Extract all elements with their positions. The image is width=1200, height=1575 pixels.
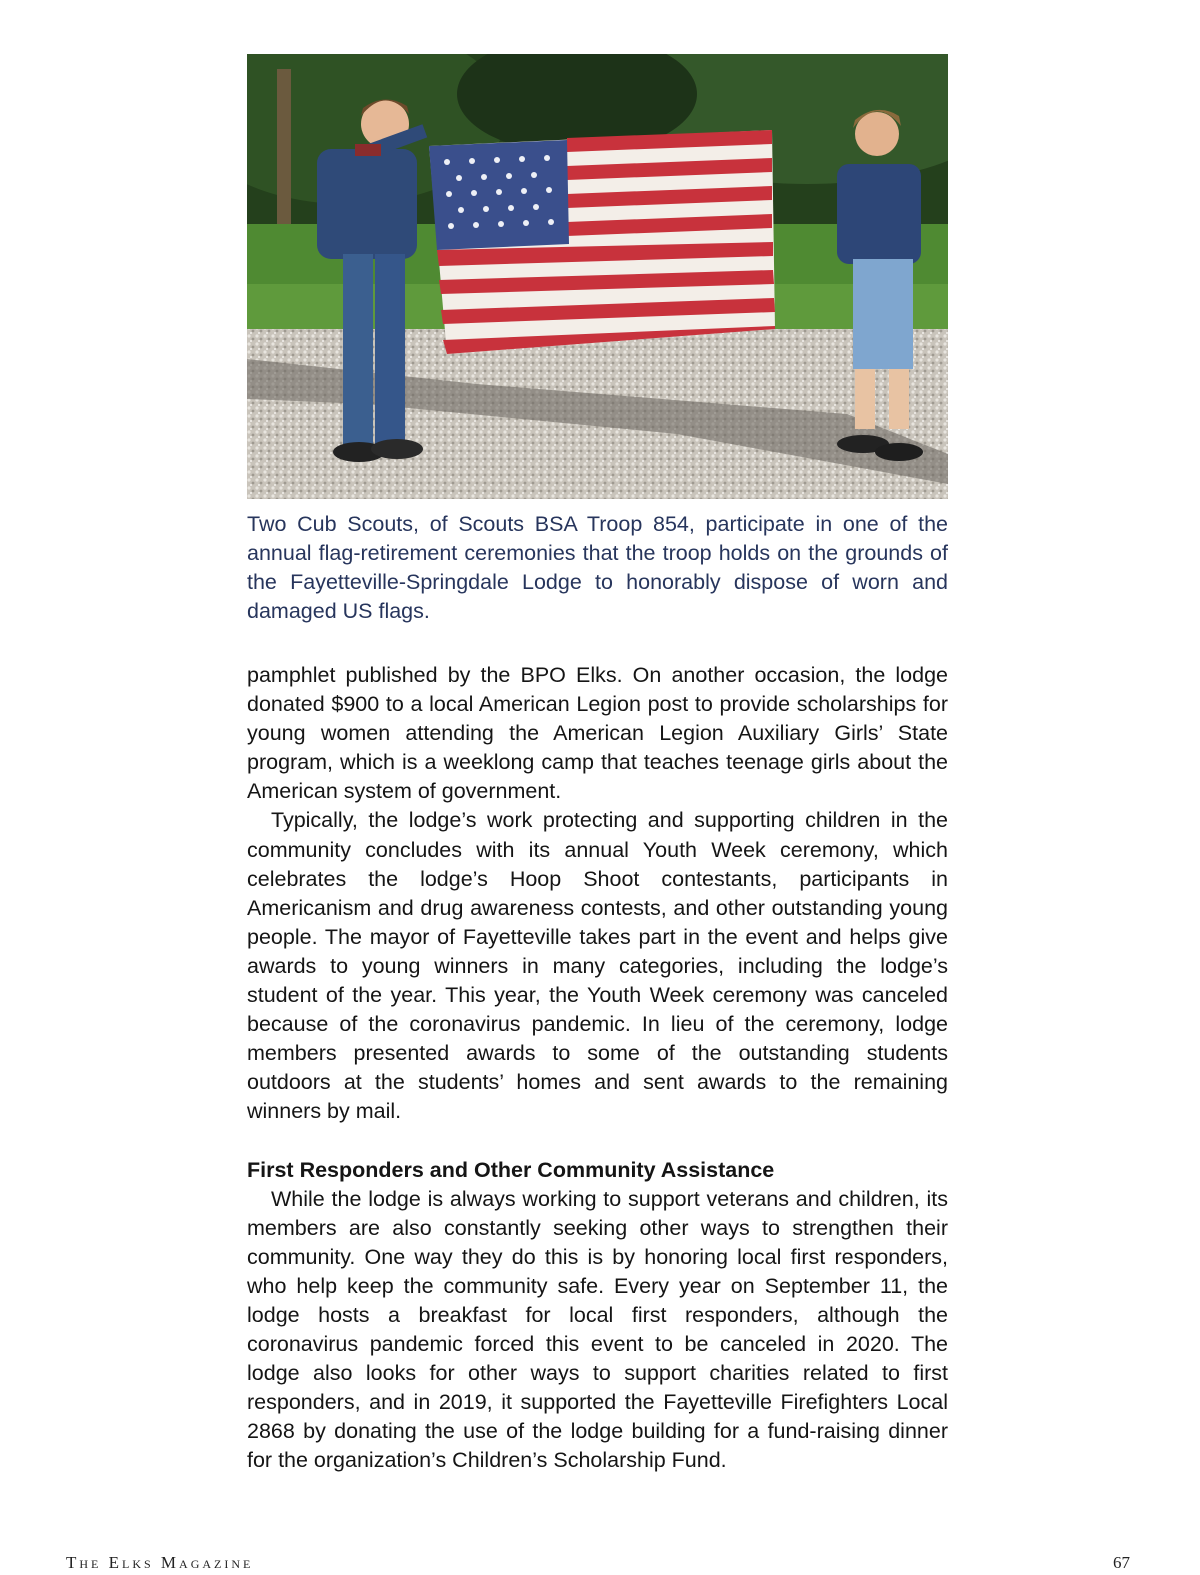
page-number: 67 bbox=[1113, 1553, 1130, 1572]
american-flag bbox=[429, 130, 775, 354]
article-body bbox=[247, 661, 948, 1476]
photo-caption: Two Cub Scouts, of Scouts BSA Troop 854, participate in one of the annual flag-retirement ceremonies that the troop holds on the grounds of the Fayetteville-Springdale Lodge to honorably dispose of worn and damaged US flags. bbox=[247, 512, 948, 623]
article-paragraph: Typically, the lodge’s work protecting and supporting children in the community concludes with its annual Youth Week ceremony, which celebrates the lodge’s Hoop Shoot contestants, participants in Americanism and drug awareness contests, and other outstanding young people. The mayor of Fayetteville takes part in the event and helps give awards to young winners in many categories, including the lodge’s student of the year. This year, the Youth Week ceremony was canceled because of the coronavirus pandemic. In lieu of the ceremony, lodge members presented awards to some of the outstanding students outdoors at the students’ homes and sent awards to the remaining winners by mail. bbox=[247, 808, 948, 1124]
article-paragraph: pamphlet published by the BPO Elks. On another occasion, the lodge donated $900 to a local American Legion post to provide scholarships for young women attending the American Legion Auxiliary Girls’ State program, which is a weeklong camp that teaches teenage girls about the American system of government. bbox=[247, 663, 948, 804]
cub-scouts-flag-photo bbox=[247, 54, 948, 499]
article-paragraph: While the lodge is always working to support veterans and children, its members are also constantly seeking other ways to strengthen their community. One way they do this is by honoring local first responders, who help keep the community safe. Every year on September 11, the lodge hosts a breakfast for local first responders, although the coronavirus pandemic forced this event to be canceled in 2020. The lodge also looks for other ways to support charities related to first responders, and in 2019, it supported the Fayetteville Firefighters Local 2868 by donating the use of the lodge building for a fund-raising dinner for the organization’s Children’s Scholarship Fund. bbox=[247, 1186, 948, 1473]
footer-magazine-title: The Elks Magazine bbox=[66, 1553, 254, 1572]
section-heading: First Responders and Other Community Assistance bbox=[247, 1157, 775, 1182]
